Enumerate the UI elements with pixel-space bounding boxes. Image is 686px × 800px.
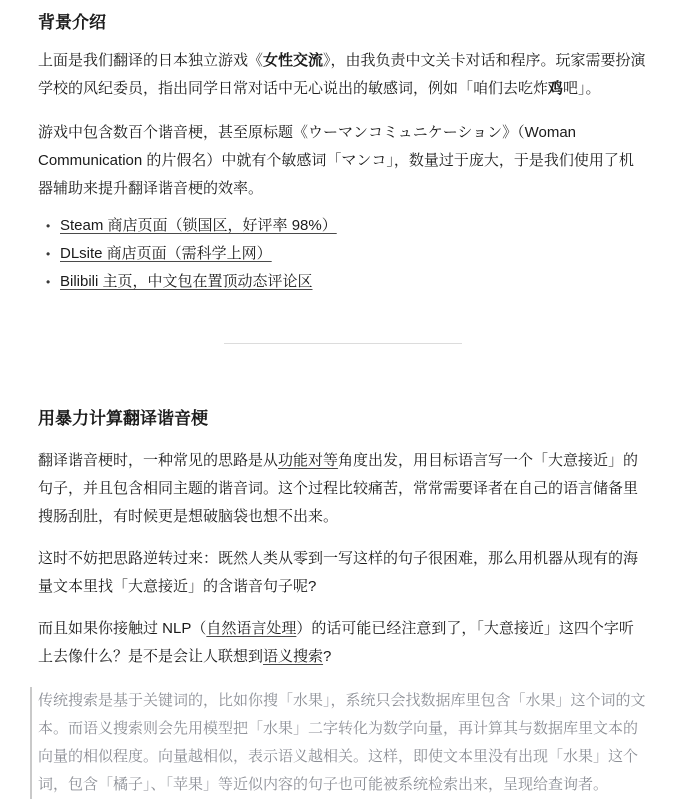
section-heading-background: 背景介绍 (38, 13, 106, 32)
list-item-bilibili (38, 268, 648, 296)
text-segment: ? (323, 648, 332, 665)
paragraph-reverse-idea (38, 545, 648, 601)
store-links-list (38, 212, 648, 296)
link-functional-equivalence[interactable]: 功能对等 (278, 452, 339, 469)
paragraph-game-intro (38, 47, 648, 103)
text-segment: ）的话可能已经注意到了，「大意接近」这四个字听上去像什么？是不是会让人联想到 (38, 620, 634, 665)
quote-text: 传统搜索是基于关键词的，比如你搜「水果」，系统只会找数据库里包含「水果」这个词的文本。而语义搜索则会先用模型把「水果」二字转化为数学向量，再计算其与数据库里文本的向量的相似程度。向量越相似，表示语义越相关。这样，即使文本里没有出现「水果」这个词，包含「橘子」、「苹果」等近似内容的句子也可能被系统检索出来，呈现给查询者。 (38, 692, 646, 793)
link-nlp[interactable]: 自然语言处理 (206, 620, 297, 637)
text-segment: 翻译谐音梗时，一种常见的思路是从 (38, 452, 279, 469)
text-segment: 上面是我们翻译的日本独立游戏《 (38, 52, 264, 69)
semantic-search-explanation-quote (30, 687, 648, 799)
paragraph-nlp-semantic-search (38, 615, 648, 671)
section-divider (224, 343, 462, 344)
text-segment: 这时不妨把思路逆转过来：既然人类从零到一写这样的句子很困难，那么用机器从现有的海量文本里找「大意接近」的含谐音句子呢? (38, 550, 639, 595)
paragraph-pun-count (38, 119, 648, 203)
bold-sensitive-word: 鸡 (548, 80, 564, 97)
text-segment: 吧」。 (563, 80, 601, 97)
section-heading-brute-force-translation: 用暴力计算翻译谐音梗 (38, 409, 208, 428)
link-bilibili-homepage[interactable]: Bilibili 主页，中文包在置顶动态评论区 (60, 273, 313, 290)
link-dlsite-store[interactable]: DLsite 商店页面（需科学上网） (60, 245, 272, 262)
text-segment: 角度出发，用目标语言写一个「大意接近」的句子，并且包含相同主题的谐音词。这个过程比较痛苦，常常需要译者在自己的语言储备里搜肠刮肚，有时候更是想破脑袋也想不出来。 (38, 452, 639, 525)
text-segment: 而且如果你接触过 NLP（ (38, 620, 207, 637)
list-item-dlsite (38, 240, 648, 268)
text-segment: 》，由我负责中文关卡对话和程序。玩家需要扮演学校的风纪委员，指出同学日常对话中无心说出的敏感词，例如「咱们去吃炸 (38, 52, 646, 97)
text-segment: 游戏中包含数百个谐音梗，甚至原标题《ウーマンコミュニケーション》（Woman Communication 的片假名）中就有个敏感词「マンコ」，数量过于庞大，于是我们使用了机器辅助来提升翻译谐音梗的效率。 (38, 124, 634, 197)
link-steam-store[interactable]: Steam 商店页面（锁国区，好评率 98%） (60, 217, 337, 234)
bold-game-title: 女性交流 (263, 52, 324, 69)
link-semantic-search[interactable]: 语义搜索 (263, 648, 324, 665)
list-item-steam (38, 212, 648, 240)
paragraph-functional-equivalence (38, 447, 648, 531)
